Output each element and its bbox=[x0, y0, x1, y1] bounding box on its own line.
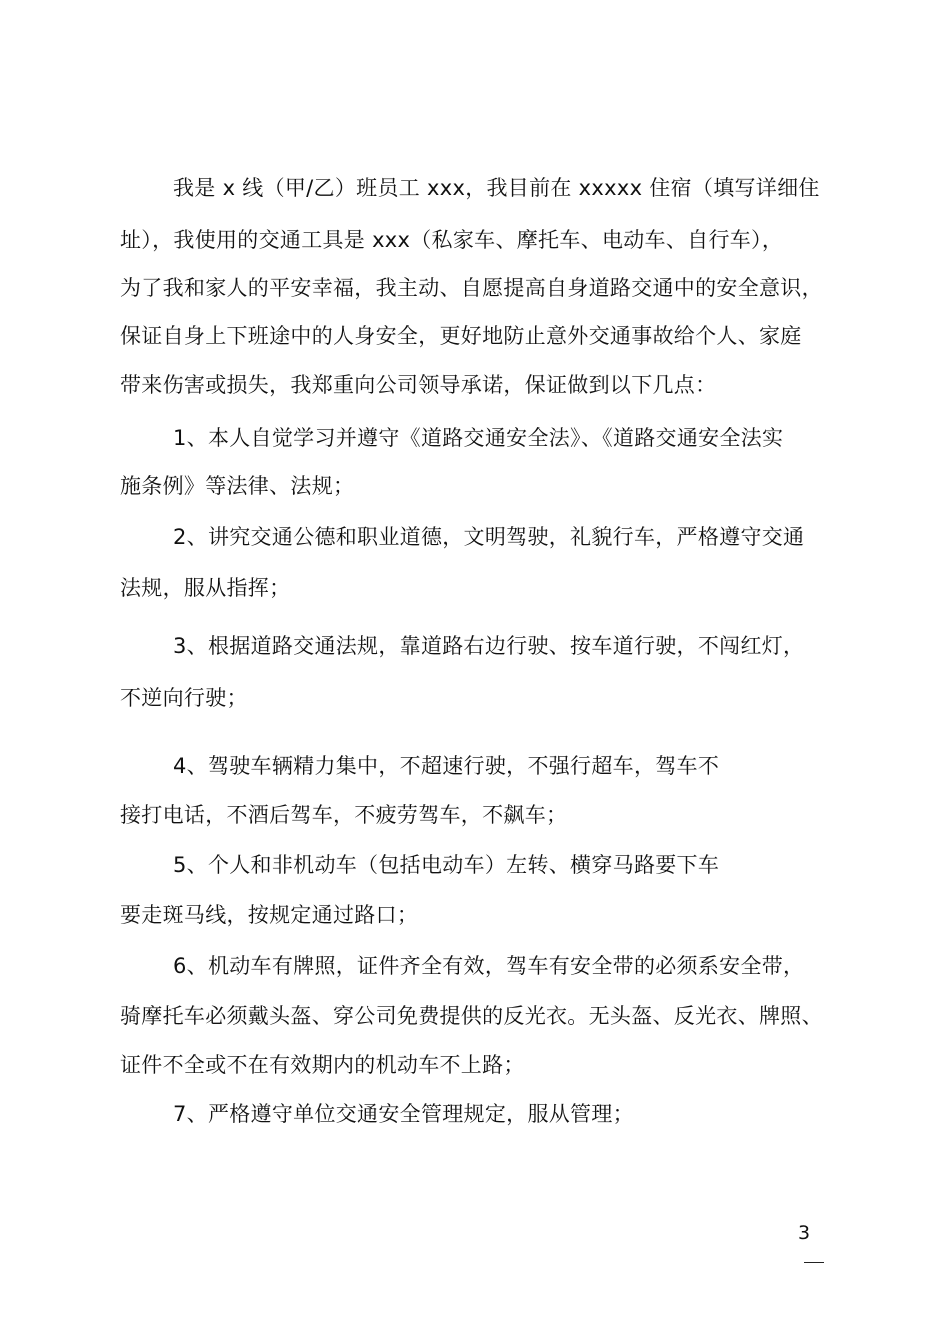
list-item-2: 2、讲究交通公德和职业道德，文明驾驶，礼貌行车，严格遵守交通 bbox=[173, 525, 805, 549]
page-number-rule bbox=[804, 1262, 824, 1263]
text-line: 址），我使用的交通工具是 xxx（私家车、摩托车、电动车、自行车）， bbox=[120, 228, 784, 252]
text-line: 不逆向行驶； bbox=[120, 686, 248, 710]
list-item-4: 4、驾驶车辆精力集中，不超速行驶，不强行超车，驾车不 bbox=[173, 754, 720, 778]
text-line: 施条例》等法律、法规； bbox=[120, 474, 355, 498]
text-line: 证件不全或不在有效期内的机动车不上路； bbox=[120, 1053, 525, 1077]
text-line: 法规，服从指挥； bbox=[120, 576, 291, 600]
text-line: 保证自身上下班途中的人身安全，更好地防止意外交通事故给个人、家庭 bbox=[120, 324, 802, 348]
list-item-5: 5、个人和非机动车（包括电动车）左转、横穿马路要下车 bbox=[173, 853, 720, 877]
list-item-7: 7、严格遵守单位交通安全管理规定，服从管理； bbox=[173, 1102, 634, 1126]
list-item-1: 1、本人自觉学习并遵守《道路交通安全法》、《道路交通安全法实 bbox=[173, 426, 784, 450]
page-number: 3 bbox=[798, 1222, 811, 1244]
text-line: 带来伤害或损失，我郑重向公司领导承诺，保证做到以下几点： bbox=[120, 373, 717, 397]
text-line: 为了我和家人的平安幸福，我主动、自愿提高自身道路交通中的安全意识， bbox=[120, 276, 823, 300]
list-item-3: 3、根据道路交通法规，靠道路右边行驶、按车道行驶，不闯红灯， bbox=[173, 634, 805, 658]
text-line: 接打电话，不酒后驾车，不疲劳驾车，不飙车； bbox=[120, 803, 568, 827]
list-item-6: 6、机动车有牌照，证件齐全有效，驾车有安全带的必须系安全带， bbox=[173, 954, 805, 978]
text-line: 要走斑马线，按规定通过路口； bbox=[120, 903, 419, 927]
text-line: 我是 x 线（甲/乙）班员工 xxx，我目前在 xxxxx 住宿（填写详细住 bbox=[173, 176, 820, 200]
text-line: 骑摩托车必须戴头盔、穿公司免费提供的反光衣。无头盔、反光衣、牌照、 bbox=[120, 1004, 823, 1028]
